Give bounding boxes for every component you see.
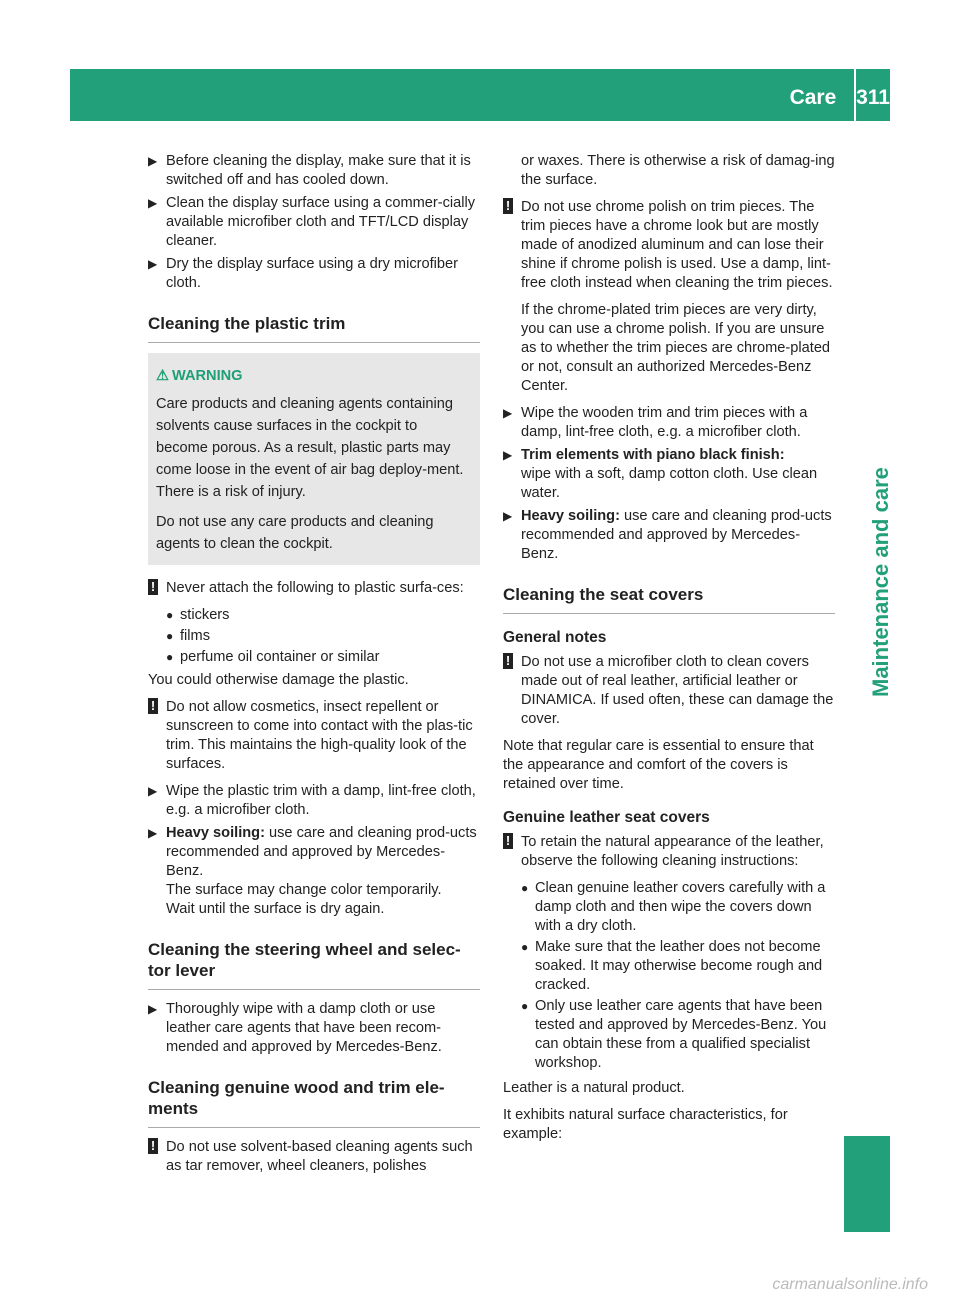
warning-triangle-icon: ⚠ [156, 368, 170, 384]
paragraph: or waxes. There is otherwise a risk of damag-ing the surface. [521, 153, 835, 188]
arrow-icon: ▶ [148, 257, 158, 271]
warning-box [148, 353, 480, 565]
list-item: ● perfume oil container or similar [166, 649, 380, 665]
exclamation-icon: ! [148, 698, 158, 714]
step: ▶ Thoroughly wipe with a damp cloth or use leather care agents that have been recom-mended and approved by Mercedes-Benz. [148, 1001, 442, 1055]
note: ! Do not use chrome polish on trim pieces. The trim pieces have a chrome look but are mostly made of anodized aluminum and can lose their shine if chrome polish is used. Use a damp, lint-free cloth instead when cleaning the trim pieces. [503, 198, 835, 293]
arrow-icon: ▶ [503, 448, 513, 462]
warning-text: Care products and cleaning agents containing solvents cause surfaces in the cockpit to become porous. As a result, plastic parts may come loose in the event of air bag deploy-ment. There is a risk of injury. [156, 396, 464, 500]
heading-genuine-wood: Cleaning genuine wood and trim ele-ments [148, 1077, 480, 1128]
note: ! Do not use solvent-based cleaning agents such as tar remover, wheel cleaners, polishes [148, 1138, 480, 1176]
list-item: ● stickers [166, 607, 230, 623]
left-column [148, 152, 480, 1184]
right-column [503, 152, 835, 1152]
note: ! To retain the natural appearance of the leather, observe the following cleaning instructions: [503, 833, 835, 871]
arrow-icon: ▶ [148, 196, 158, 210]
exclamation-icon: ! [148, 1138, 158, 1154]
note: ! Do not use a microfiber cloth to clean covers made out of real leather, artificial leather or DINAMICA. If used often, these can damage the cover. [503, 653, 835, 729]
step: ▶ Heavy soiling: use care and cleaning prod-ucts recommended and approved by Mercedes-Benz. [503, 508, 832, 562]
step: ▶ Trim elements with piano black finish: wipe with a soft, damp cotton cloth. Use clean water. [503, 447, 818, 501]
heading-steering-wheel: Cleaning the steering wheel and selec-tor lever [148, 939, 480, 990]
exclamation-icon: ! [503, 833, 513, 849]
arrow-icon: ▶ [148, 154, 158, 168]
paragraph: If the chrome-plated trim pieces are very dirty, you can use a chrome polish. If you are unsure as to whether the trim pieces are chrome-plated or not, consult an authorized Mercedes-Benz Center. [521, 302, 831, 394]
paragraph: Note that regular care is essential to ensure that the appearance and comfort of the covers is retained over time. [503, 738, 814, 792]
step: ▶ Clean the display surface using a commer-cially available microfiber cloth and TFT/LCD display cleaner. [148, 195, 476, 249]
note: ! Never attach the following to plastic surfa-ces: [148, 579, 480, 598]
step: ▶ Wipe the wooden trim and trim pieces with a damp, lint-free cloth, e.g. a microfiber cloth. [503, 405, 808, 440]
arrow-icon: ▶ [148, 1002, 158, 1016]
arrow-icon: ▶ [503, 406, 513, 420]
exclamation-icon: ! [503, 198, 513, 214]
arrow-icon: ▶ [503, 509, 513, 523]
paragraph: It exhibits natural surface characteristics, for example: [503, 1107, 788, 1142]
note: ! Do not allow cosmetics, insect repellent or sunscreen to come into contact with the plas-tic trim. This maintains the high-quality look of the surfaces. [148, 698, 480, 774]
arrow-icon: ▶ [148, 784, 158, 798]
section-name: Care [789, 86, 837, 109]
header-title [790, 86, 890, 110]
list-item: ● Make sure that the leather does not become soaked. It may otherwise become rough and cracked. [521, 939, 823, 993]
step: ▶ Heavy soiling: use care and cleaning prod-ucts recommended and approved by Mercedes-Benz. The surface may change color temporarily. Wait until the surface is dry again. [148, 825, 477, 917]
side-tab-block [844, 1136, 890, 1232]
exclamation-icon: ! [503, 653, 513, 669]
arrow-icon: ▶ [148, 826, 158, 840]
watermark: carmanualsonline.info [772, 1276, 928, 1293]
warning-text: Do not use any care products and cleaning agents to clean the cockpit. [156, 514, 434, 552]
heading-plastic-trim: Cleaning the plastic trim [148, 313, 480, 343]
step: ▶ Wipe the plastic trim with a damp, lint-free cloth, e.g. a microfiber cloth. [148, 783, 476, 818]
side-chapter-label: Maintenance and care [868, 467, 893, 697]
page-number: 311 [856, 86, 890, 109]
header-separator [854, 69, 856, 121]
subheading-general-notes: General notes [503, 629, 607, 646]
list-item: ● Only use leather care agents that have been tested and approved by Mercedes-Benz. You can obtain these from a qualified specialist workshop. [521, 998, 827, 1071]
subheading-genuine-leather: Genuine leather seat covers [503, 809, 710, 826]
step: ▶ Before cleaning the display, make sure that it is switched off and has cooled down. [148, 153, 471, 188]
exclamation-icon: ! [148, 579, 158, 595]
list-item: ● Clean genuine leather covers carefully with a damp cloth and then wipe the covers down with a dry cloth. [521, 880, 826, 934]
list-item: ● films [166, 628, 210, 644]
paragraph: You could otherwise damage the plastic. [148, 672, 409, 688]
paragraph: Leather is a natural product. [503, 1080, 685, 1096]
warning-title: ⚠ WARNING [156, 365, 472, 387]
header-bar [70, 69, 890, 121]
heading-seat-covers: Cleaning the seat covers [503, 584, 835, 614]
step: ▶ Dry the display surface using a dry microfiber cloth. [148, 256, 458, 291]
